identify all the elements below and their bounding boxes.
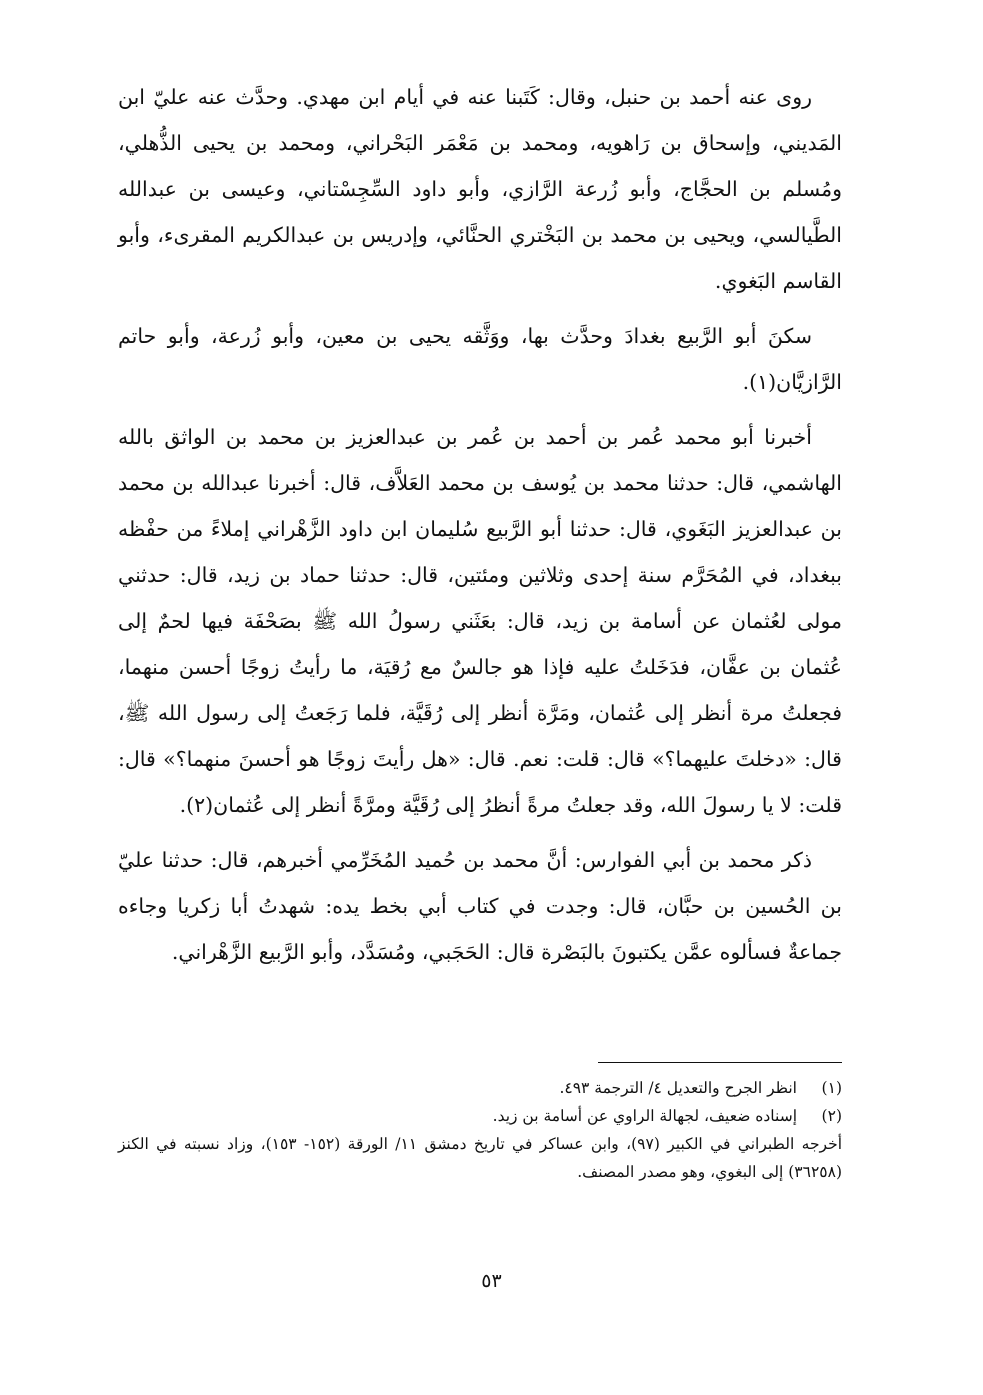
paragraph-3: أخبرنا أبو محمد عُمر بن أحمد بن عُمر بن عبدالعزيز بن محمد بن الواثق بالله الهاشمي، قال: حدثنا محمد بن يُوسف بن محمد العَلاَّف، قال: أخبرنا عبدالله بن محمد بن عبدالعزيز البَغَوي، قال: حدثنا أبو الرَّبيع سُليمان ابن داود الزَّهْراني إملاءً من حفْظه ببغداد، في المُحَرَّم سنة إحدى وثلاثين ومئتين، قال: حدثنا حماد بن زيد، قال: حدثني مولى لعُثمان عن أسامة بن زيد، قال: بعَثَني رسولُ الله ﷺ بصَحْفَة فيها لحمٌ إلى عُثمان بن عفَّان، فدَخَلتُ عليه فإذا هو جالسٌ مع رُقيَة، ما رأيتُ زوجًا أحسن منهما، فجعلتُ مرة أنظر إلى عُثمان، ومَرَّة أنظر إلى رُقَيَّة، فلما رَجَعتُ إلى رسول الله ﷺ، قال: «دخلتَ عليهما؟» قال: قلت: نعم. قال: «هل رأيتَ زوجًا هو أحسنَ منهما؟» قال: قلت: لا يا رسولَ الله، وقد جعلتُ مرةً أنظرُ إلى رُقَيَّة ومرَّةً أنظر إلى عُثمان(٢).: [118, 425, 842, 817]
main-text: [118, 74, 842, 984]
footnote-text: إسناده ضعيف، لجهالة الراوي عن أسامة بن زيد.: [492, 1107, 797, 1125]
paragraph-4: ذكر محمد بن أبي الفوارس: أنَّ محمد بن حُميد المُخَرِّمي أخبرهم، قال: حدثنا عليّ بن الحُسين بن حبَّان، قال: وجدت في كتاب أبي بخط يده: شهدتُ أبا زكريا وجاءه جماعةٌ فسألوه عمَّن يكتبونَ بالبَصْرة قال: الحَجَبي، ومُسَدَّد، وأبو الرَّبيع الزَّهْراني.: [118, 848, 842, 964]
footnote-separator: [598, 1062, 842, 1063]
page-number: ٥٣: [481, 1270, 502, 1292]
footnote-number: (١): [821, 1079, 842, 1097]
footnote-2: [118, 1102, 842, 1130]
footnotes: [118, 1074, 842, 1186]
footnote-1: [118, 1074, 842, 1102]
paragraph-2: سكنَ أبو الرَّبيع بغدادَ وحدَّث بها، ووَثَّقه يحيى بن معين، وأبو زُرعة، وأبو حاتم الرَّازيَّان(١).: [118, 324, 842, 394]
footnote-2-continuation: أخرجه الطبراني في الكبير (٩٧)، وابن عساكر في تاريخ دمشق ١١/ الورقة (١٥٢- ١٥٣)، وزاد نسبته في الكنز (٣٦٢٥٨) إلى البغوي، وهو مصدر المصنف.: [118, 1135, 842, 1181]
footnote-number: (٢): [821, 1107, 842, 1125]
paragraph-1: روى عنه أحمد بن حنبل، وقال: كَتَبنا عنه في أيام ابن مهدي. وحدَّث عنه عليّ ابن المَديني، وإسحاق بن رَاهويه، ومحمد بن مَعْمَر البَحْراني، ومحمد بن يحيى الذُّهلي، ومُسلم بن الحجَّاج، وأبو زُرعة الرَّازي، وأبو داود السِّجِسْتاني، وعيسى بن عبدالله الطَّيالسي، ويحيى بن محمد بن البَخْتري الحنَّائي، وإدريس بن عبدالكريم المقرىء، وأبو القاسم البَغوي.: [118, 85, 842, 293]
footnote-text: انظر الجرح والتعديل ٤/ الترجمة ٤٩٣.: [559, 1079, 797, 1097]
